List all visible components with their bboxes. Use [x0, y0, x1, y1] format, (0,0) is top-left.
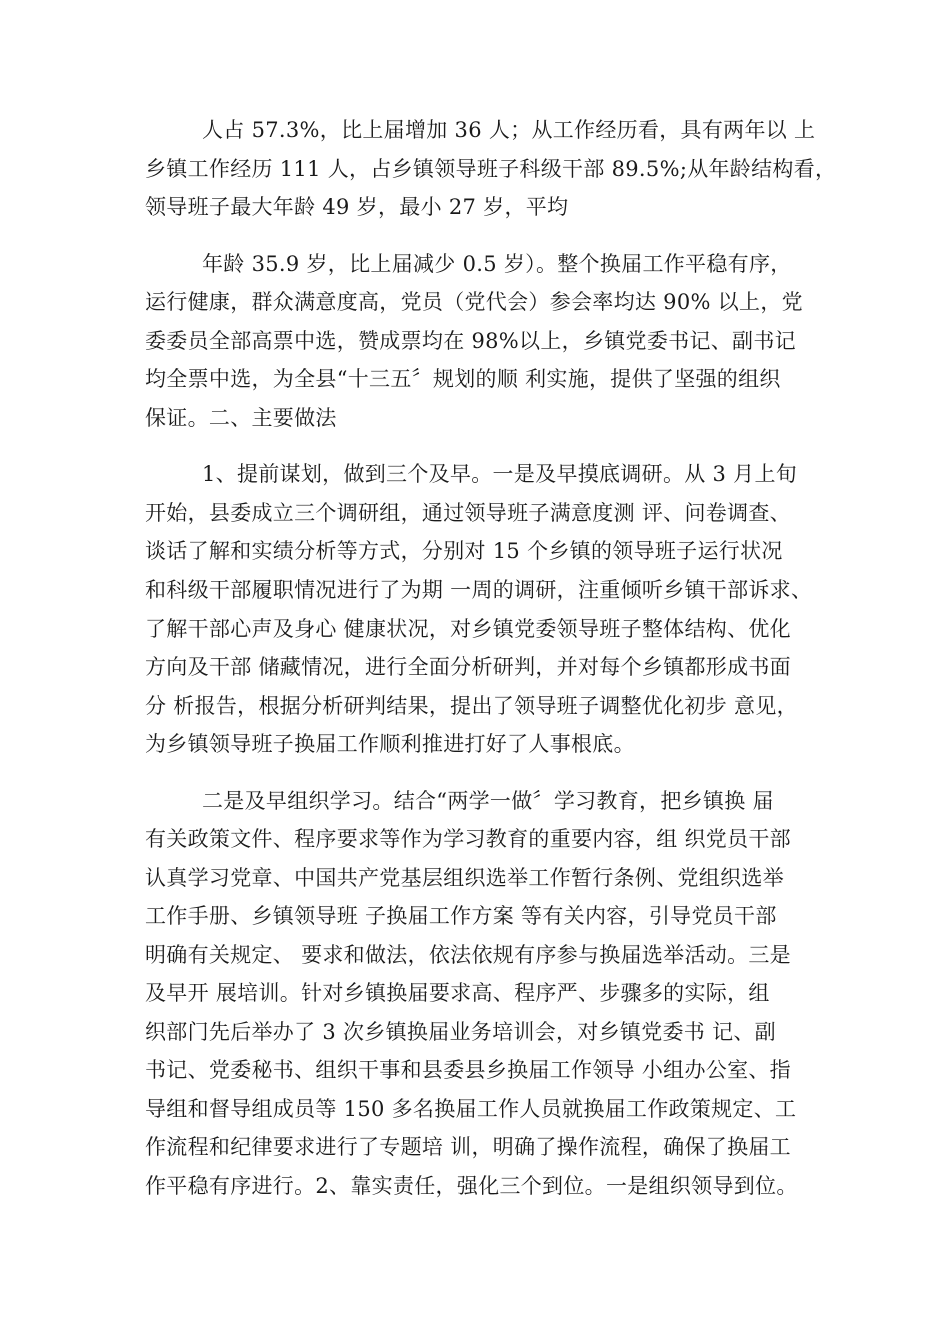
text-line: 织部门先后举办了 3 次乡镇换届业务培训会，对乡镇党委书 记、副: [145, 1020, 776, 1044]
text-line: 委委员全部高票中选，赞成票均在 98%以上，乡镇党委书记、副书记: [145, 329, 796, 353]
text-line: 为乡镇领导班子换届工作顺利推进打好了人事根底。: [145, 732, 635, 756]
text-line: 作平稳有序进行。2、靠实责任，强化三个到位。一是组织领导到位。: [145, 1174, 798, 1198]
text-line: 分 析报告，根据分析研判结果，提出了领导班子调整优化初步 意见，: [145, 694, 798, 718]
text-line: 书记、党委秘书、组织干事和县委县乡换届工作领导 小组办公室、指: [145, 1058, 791, 1082]
text-line: 及早开 展培训。针对乡镇换届要求高、程序严、步骤多的实际，组: [145, 981, 770, 1005]
text-line: 乡镇工作经历 111 人，占乡镇领导班子科级干部 89.5%;从年龄结构看，: [145, 157, 837, 181]
text-line: 明确有关规定、 要求和做法，依法依规有序参与换届选举活动。三是: [145, 943, 791, 967]
text-line: 保证。二、主要做法: [145, 406, 337, 430]
text-line: 均全票中选，为全县“十三五〞规划的顺 利实施，提供了坚强的组织: [145, 367, 781, 391]
text-line: 有关政策文件、程序要求等作为学习教育的重要内容，组 织党员干部: [145, 827, 791, 851]
text-line: 二是及早组织学习。结合“两学一做〞学习教育，把乡镇换 届: [202, 789, 774, 813]
text-line: 作流程和纪律要求进行了专题培 训，明确了操作流程，确保了换届工: [145, 1135, 791, 1159]
text-line: 开始，县委成立三个调研组，通过领导班子满意度测 评、问卷调查、: [145, 501, 791, 525]
text-line: 人占 57.3%，比上届增加 36 人；从工作经历看，具有两年以 上: [202, 118, 816, 142]
text-line: 工作手册、乡镇领导班 子换届工作方案 等有关内容，引导党员干部: [145, 904, 777, 928]
text-line: 年龄 35.9 岁，比上届减少 0.5 岁）。整个换届工作平稳有序，: [202, 252, 792, 276]
text-line: 了解干部心声及身心 健康状况，对乡镇党委领导班子整体结构、优化: [145, 617, 791, 641]
text-line: 领导班子最大年龄 49 岁，最小 27 岁，平均: [145, 195, 569, 219]
text-line: 1、提前谋划，做到三个及早。一是及早摸底调研。从 3 月上旬: [202, 462, 798, 486]
text-line: 导组和督导组成员等 150 多名换届工作人员就换届工作政策规定、工: [145, 1097, 797, 1121]
text-line: 谈话了解和实绩分析等方式，分别对 15 个乡镇的领导班子运行状况: [145, 539, 783, 563]
text-line: 运行健康，群众满意度高，党员（党代会）参会率均达 90% 以上，党: [145, 290, 803, 314]
text-line: 认真学习党章、中国共产党基层组织选举工作暂行条例、党组织选举: [145, 866, 784, 890]
text-line: 和科级干部履职情况进行了为期 一周的调研，注重倾听乡镇干部诉求、: [145, 578, 813, 602]
text-line: 方向及干部 储藏情况，进行全面分析研判，并对每个乡镇都形成书面: [145, 655, 791, 679]
